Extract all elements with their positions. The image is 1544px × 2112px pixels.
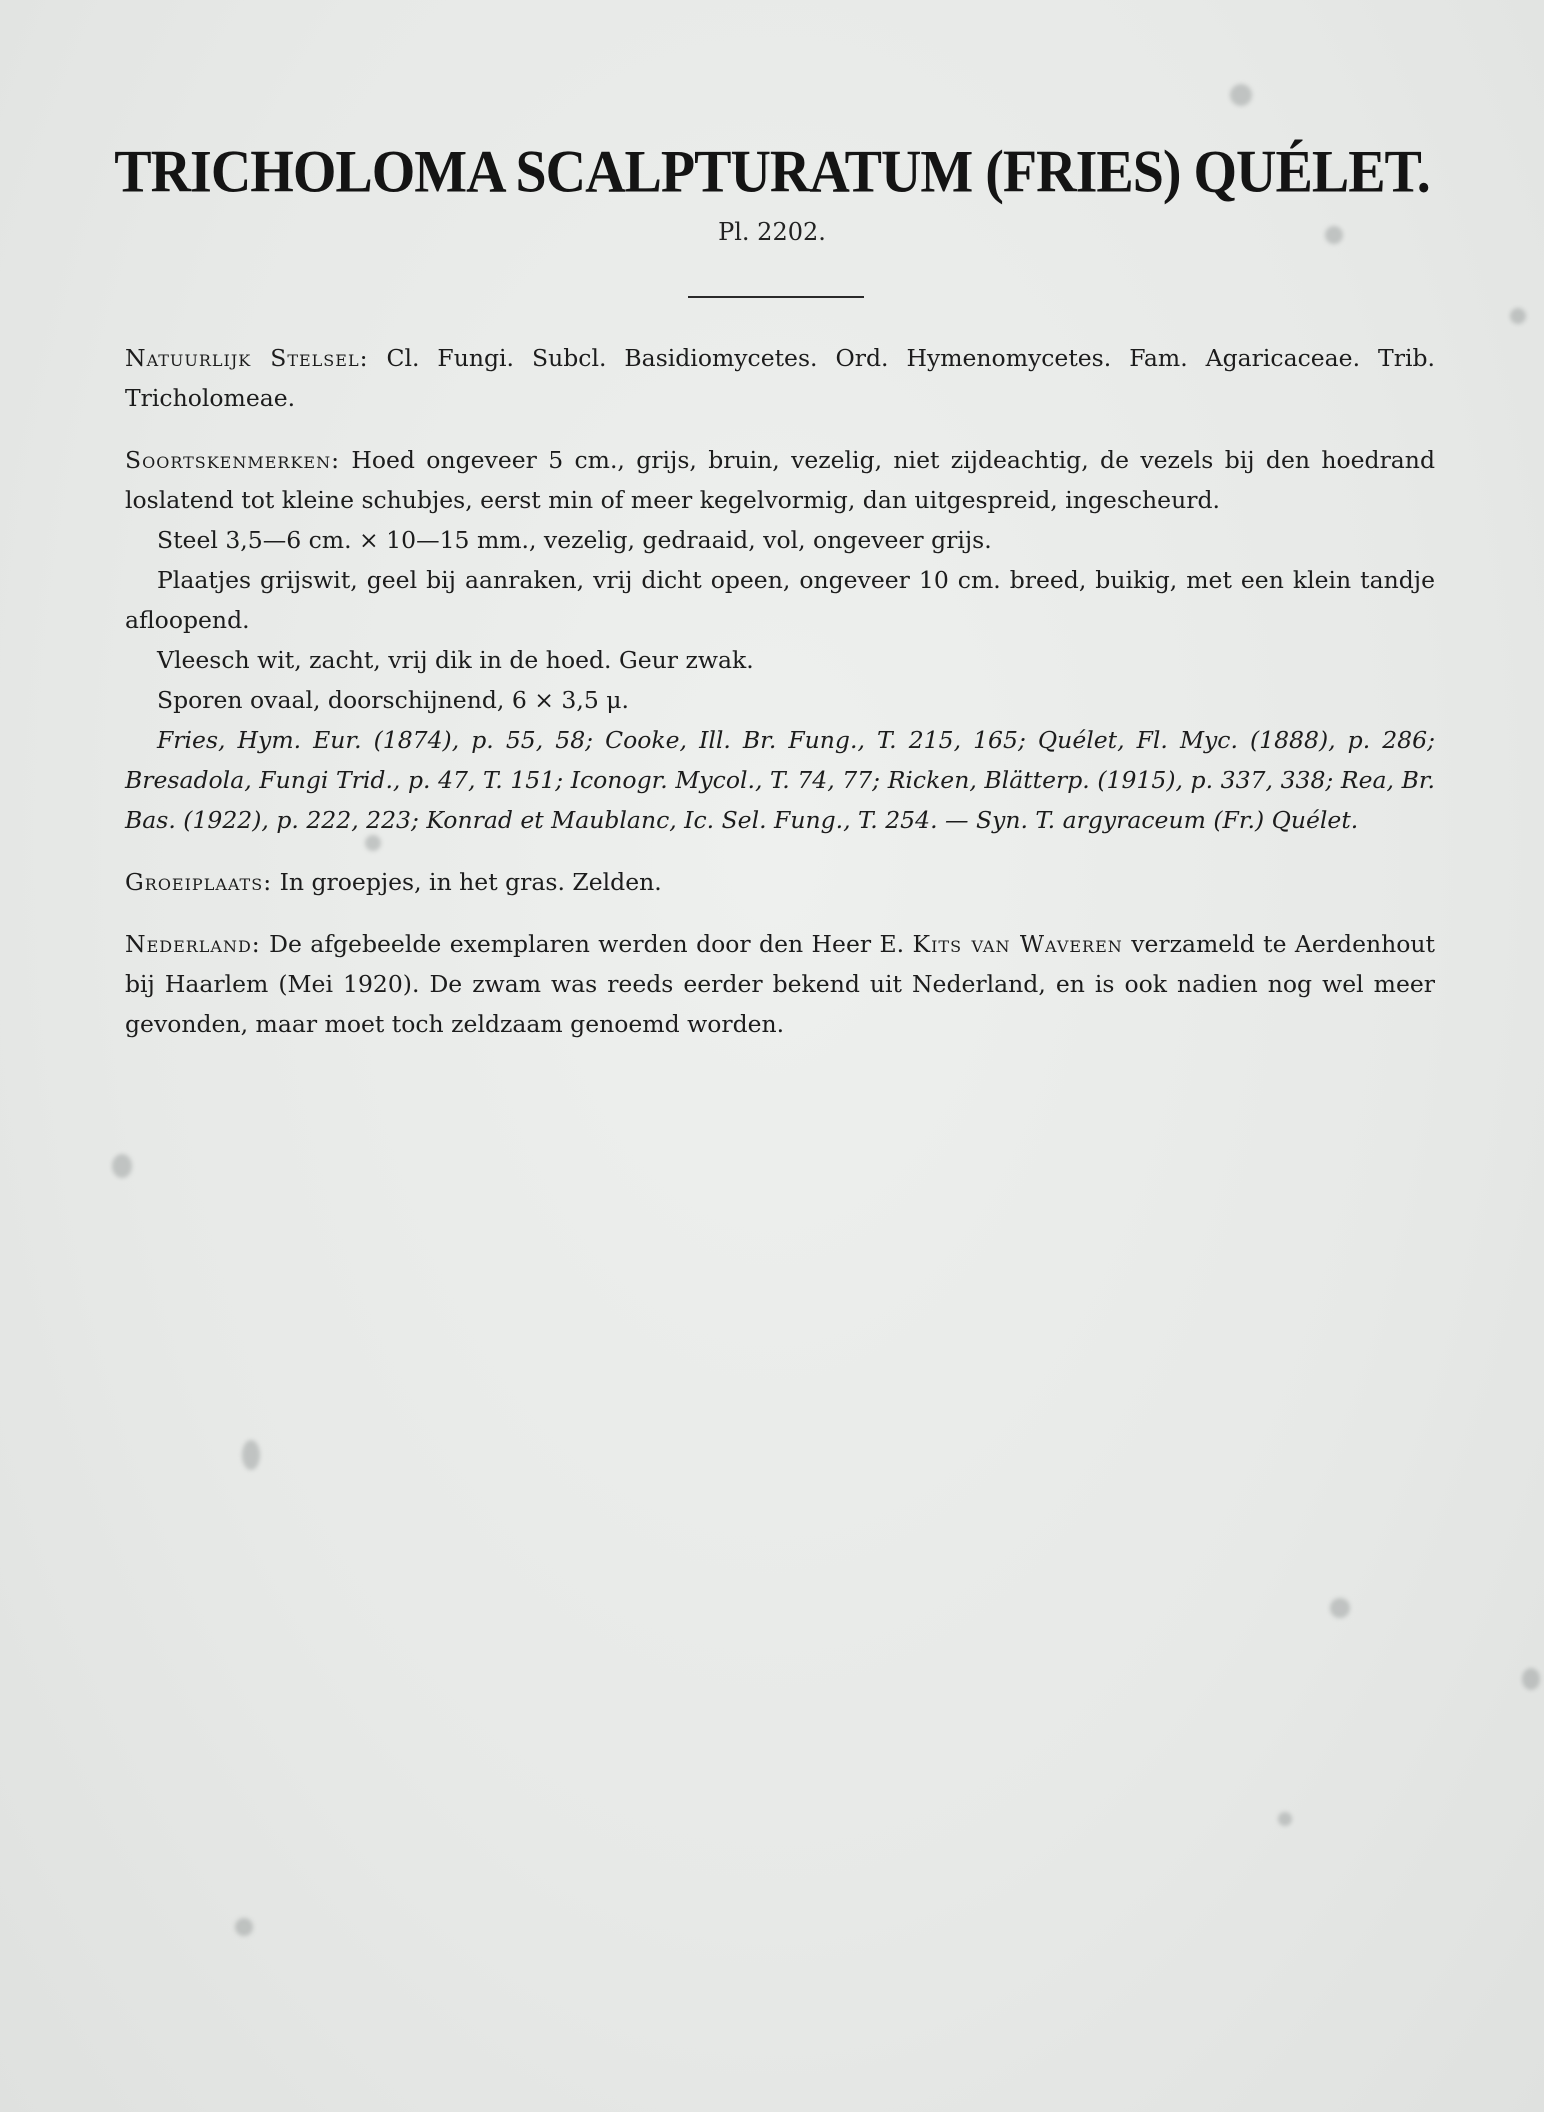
section-text: De afgebeelde exemplaren werden door den Heer E. (260, 930, 913, 958)
literature-paragraph: Fries, Hym. Eur. (1874), p. 55, 58; Cooke, Ill. Br. Fung., T. 215, 165; Quélet, Fl. Myc. (1888), p. 286; Bresadola, Fungi Trid., p. 47, T. 151; Iconogr. Mycol., T. 74, 77; Ricken, Blätterp. (1915), p. 337, 338; Rea, Br. Bas. (1922), p. 222, 223; Konrad et Maublanc, Ic. Sel. Fung., T. 254. — Syn. T. argyraceum (Fr.) Quélet. (125, 726, 1435, 834)
stain-spot (1278, 1812, 1292, 1826)
stain-spot (235, 1918, 253, 1936)
steel-paragraph: Steel 3,5—6 cm. × 10—15 mm., vezelig, gedraaid, vol, ongeveer grijs. (157, 526, 992, 554)
stain-spot (1330, 1598, 1350, 1618)
section-label: Soortskenmerken: (125, 446, 341, 474)
title-divider (688, 296, 864, 298)
sporen-paragraph: Sporen ovaal, doorschijnend, 6 × 3,5 μ. (157, 686, 629, 714)
section-text: verzameld te Aerdenhout bij Haarlem (Mei 1920). De zwam was reeds eerder bekend uit Nederland, en is ook nadien nog wel meer gevonden, maar moet toch zeldzaam genoemd worden. (125, 930, 1435, 1038)
document-title: TRICHOLOMA SCALPTURATUM (FRIES) QUÉLET. (114, 138, 1430, 206)
stain-spot (1230, 84, 1252, 106)
groeiplaats-paragraph (125, 862, 1435, 902)
section-text: Hoed ongeveer 5 cm., grijs, bruin, vezelig, niet zijdeachtig, de vezels bij den hoedrand loslatend tot kleine schubjes, eerst min of meer kegelvormig, dan uitgespreid, ingescheurd. (125, 446, 1435, 514)
soortskenmerken-paragraph (125, 440, 1435, 520)
section-text: Cl. Fungi. Subcl. Basidiomycetes. Ord. Hymenomycetes. Fam. Agaricaceae. Trib. Tricholomeae. (125, 344, 1435, 412)
collector-name: Kits van Waveren (912, 930, 1123, 958)
document-body (125, 338, 1435, 1044)
plate-number: Pl. 2202. (718, 218, 826, 246)
stain-spot (112, 1154, 132, 1178)
natuurlijk-stelsel-paragraph (125, 338, 1435, 418)
section-text: In groepjes, in het gras. Zelden. (272, 868, 662, 896)
stain-spot (1510, 308, 1526, 324)
vleesch-paragraph: Vleesch wit, zacht, vrij dik in de hoed. Geur zwak. (157, 646, 754, 674)
stain-spot (242, 1440, 260, 1470)
plaatjes-paragraph: Plaatjes grijswit, geel bij aanraken, vrij dicht opeen, ongeveer 10 cm. breed, buikig, met een klein tandje afloopend. (125, 566, 1435, 634)
stain-spot (1522, 1668, 1540, 1690)
section-label: Natuurlijk Stelsel: (125, 344, 369, 372)
nederland-paragraph (125, 924, 1435, 1044)
section-label: Groeiplaats: (125, 868, 273, 896)
section-label: Nederland: (125, 930, 261, 958)
